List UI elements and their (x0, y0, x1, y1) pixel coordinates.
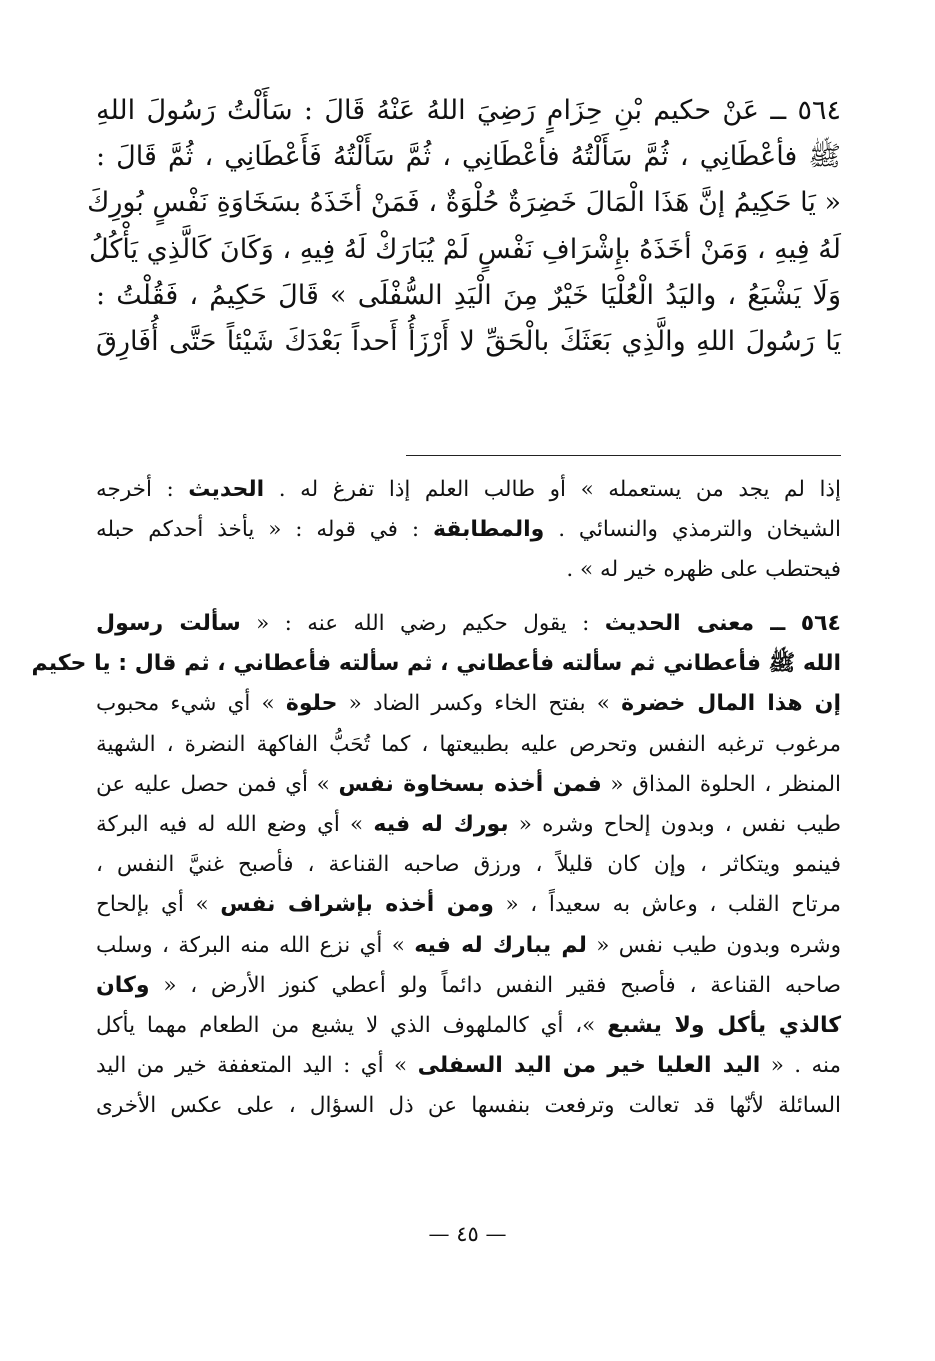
commentary-number: ٥٦٤ (800, 611, 841, 636)
commentary-text: »، أي كالملهوف الذي لا يشبع من الطعام مهما يأكل (96, 1013, 596, 1039)
commentary-line (96, 765, 841, 805)
term-hadith: الحديث (188, 477, 265, 502)
commentary-line: مرغوب ترغبه النفس وتحرص عليه بطبيعتها ، كما تُحَبُّ الفاكهة النضرة ، الشهية (96, 731, 841, 757)
page-number: — ٤٥ — (428, 1222, 507, 1246)
hadith-line: « يَا حَكِيمُ إنَّ هَذَا الْمَالَ خَضِرَةٌ حُلْوَةٌ ، فَمَنْ أخَذَهُ بسَخَاوَةِ نَفْسٍ بُورِكَ (87, 187, 841, 219)
commentary-text: مرتاح القلب ، وعاش به سعيداً ، « (505, 892, 841, 918)
commentary-quote: وكان (96, 972, 150, 998)
commentary-line (96, 926, 841, 966)
commentary-text: وشره وبدون طيب نفس « (596, 932, 842, 958)
commentary-text: » أي نزع الله منه البركة ، وسلب (96, 932, 405, 958)
hadith-line: يَا رَسُولَ اللهِ والَّذِي بَعَثَكَ بالْحَقِّ لا أَرْزَأُ أَحداً بَعْدَكَ شَيْئاً حَتَّى أُفَارِقَ (96, 326, 841, 358)
commentary-quote: اليد العليا خير من اليد السفلى (417, 1053, 761, 1079)
commentary-line (96, 885, 841, 925)
hadith-text (87, 88, 841, 365)
term-mutabaqa: والمطابقة (432, 517, 545, 542)
commentary-line (96, 966, 841, 1006)
commentary-text: المنظر ، الحلوة المذاق « (610, 771, 841, 797)
commentary-quote: سألت رسول (96, 611, 241, 636)
commentary-text: طيب نفس ، وبدون إلحاح وشره « (518, 812, 842, 838)
hadith-line: ٥٦٤ ــ عَنْ حكيم بْنِ حِزَامٍ رَضِيَ اللهُ عَنْهُ قَالَ : سَأَلْتُ رَسُولَ اللهِ (96, 95, 841, 126)
commentary-line: السائلة لأنّها قد تعالت وترفعت بنفسها عن ذل السؤال ، على عكس الأخرى (96, 1093, 841, 1119)
commentary-quote: كالذي يأكل ولا يشبع (607, 1013, 841, 1039)
footnote-line: فيحتطب على ظهره خير له » . (566, 557, 841, 582)
commentary-line (31, 644, 841, 684)
hadith-block (87, 88, 841, 365)
commentary-quote: لم يبارك له فيه (414, 932, 587, 958)
footnote-text: إذا لم يجد من يستعمله » أو طالب العلم إذا تفرغ له . (278, 477, 841, 502)
hadith-line: ﷺ فأعْطَانِي ، ثُمَّ سَأَلْتُهُ فأعْطَانِي ، ثُمَّ سَأَلْتُهُ فَأَعْطَانِي ، ثُمَّ قَالَ : (96, 141, 841, 173)
commentary-quote: الله ﷺ فأعطاني ثم سألته فأعطاني ، ثم سألته فأعطاني ، ثم قال : يا حكيم (31, 651, 841, 677)
footnote-text: : في قوله : « يأخذ أحدكم حبله (96, 517, 420, 542)
commentary-line (96, 1046, 841, 1086)
commentary-quote: فمن أخذه بسخاوة نفس (338, 771, 602, 797)
commentary-line (96, 684, 841, 724)
commentary-heading: ــ معنى الحديث (604, 611, 786, 636)
commentary-text: » أي فمن حصل عليه عن (96, 771, 330, 797)
commentary-line: فينمو ويتكاثر ، وإن كان قليلاً ، ورزق صاحبه القناعة ، فأصبح غنيَّ النفس ، (96, 852, 841, 878)
footnote-divider (406, 455, 841, 456)
commentary-text: » بفتح الخاء وكسر الضاد « (348, 691, 610, 717)
footnote-line (96, 510, 841, 550)
commentary-line (96, 805, 841, 845)
commentary-text: : يقول حكيم رضي الله عنه : « (256, 611, 590, 636)
hadith-line: لَهُ فِيهِ ، وَمَنْ أخَذَهُ بإِشْرَافِ نَفْسٍ لَمْ يُبَارَكْ لَهُ فِيهِ ، وَكَانَ كَالَّذِي يَأْكُلُ (89, 233, 841, 265)
footnote-text: الشيخان والترمذي والنسائي . (558, 517, 841, 542)
commentary-quote: ومن أخذه بإشراف نفس (220, 892, 494, 918)
commentary-quote: بورك له فيه (373, 812, 509, 838)
footnote-text: : أخرجه (96, 477, 174, 502)
commentary-quote: حلوة (285, 691, 338, 717)
hadith-line: وَلَا يَشْبَعُ ، واليَدُ الْعُلْيَا خَيْرٌ مِنَ الْيَدِ السُّفْلَى » قَالَ حَكِيمُ ، فَقُلْتُ : (96, 279, 841, 311)
commentary-block (31, 604, 842, 1127)
commentary-text: » أي وضع الله له فيه البركة (96, 812, 364, 838)
commentary-quote: إن هذا المال خضرة (621, 691, 841, 717)
commentary-line (96, 1006, 841, 1046)
footnote-line (96, 470, 841, 510)
commentary-text: منه . « (770, 1053, 841, 1079)
commentary-text: صاحبه القناعة ، فأصبح فقير النفس دائماً ولو أعطي كنوز الأرض ، « (163, 972, 841, 998)
footnote-block (96, 470, 841, 590)
commentary-text: » أي بإلحاح (96, 892, 209, 918)
commentary-text: » أي شيء محبوب (96, 691, 275, 717)
commentary-text: » أي : اليد المتعففة خير من اليد (96, 1053, 408, 1079)
commentary-line (96, 604, 841, 644)
